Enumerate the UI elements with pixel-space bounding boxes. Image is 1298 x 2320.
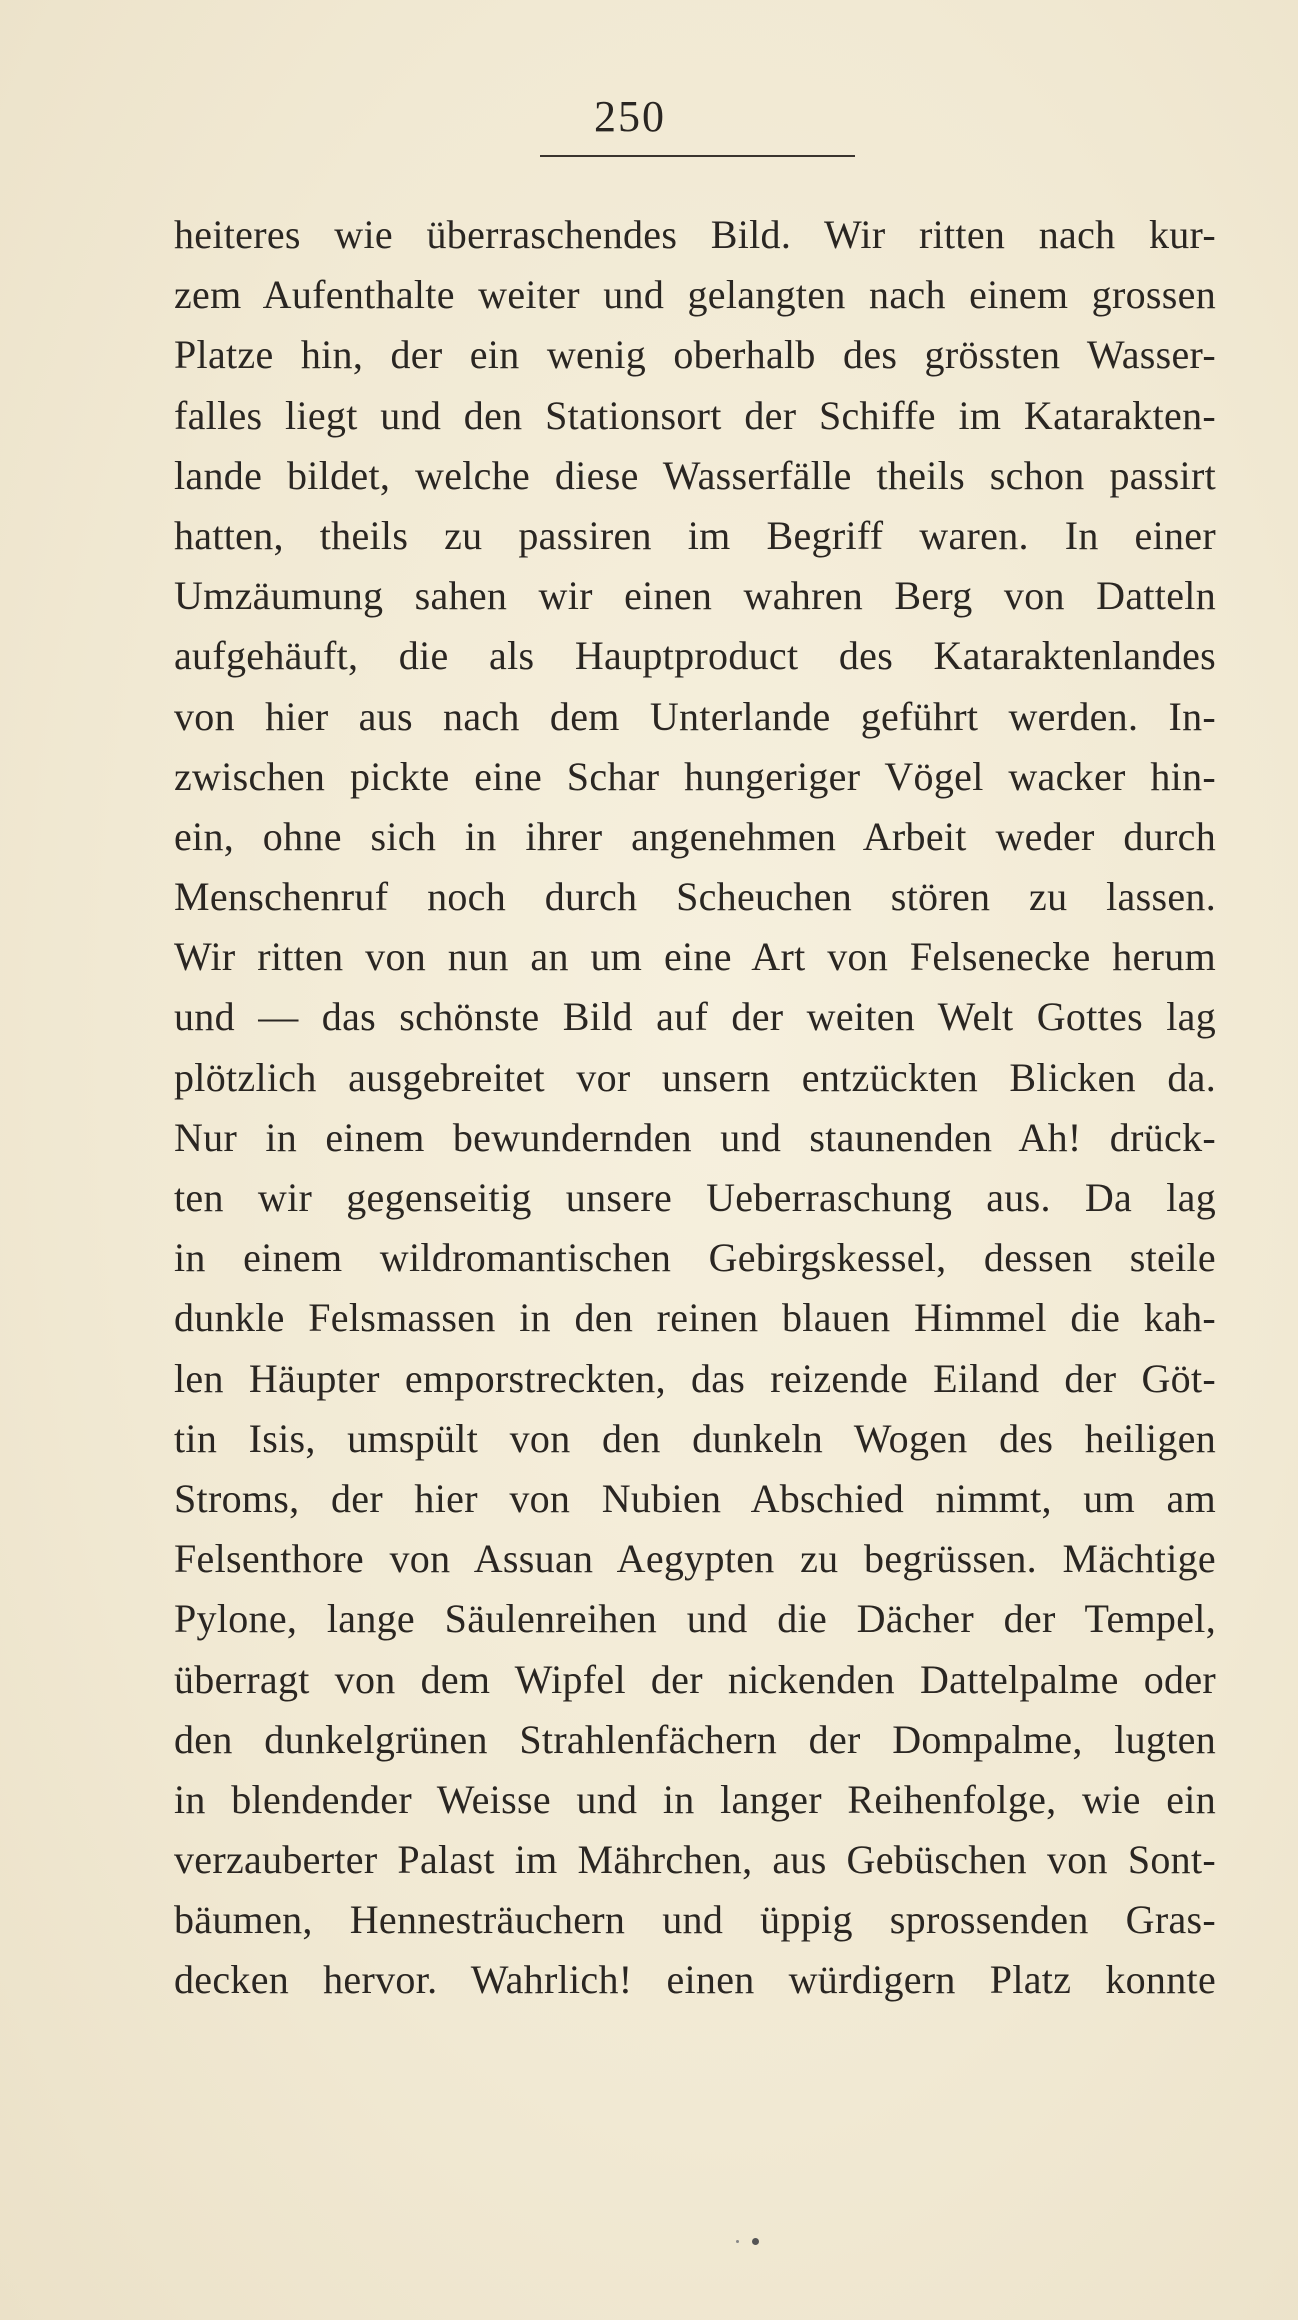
text-line: verzauberter Palast im Mährchen, aus Gebüschen von Sont- — [174, 1837, 1216, 1883]
text-line: den dunkelgrünen Strahlenfächern der Dompalme, lugten — [174, 1716, 1216, 1762]
page-number: 250 — [594, 92, 666, 141]
header-rule — [540, 155, 855, 157]
text-line: dunkle Felsmassen in den reinen blauen Himmel die kah- — [174, 1295, 1216, 1341]
text-line: heiteres wie überraschendes Bild. Wir ritten nach kur- — [174, 212, 1216, 257]
text-line: bäumen, Hennesträuchern und üppig sprossenden Gras- — [174, 1897, 1216, 1943]
text-line: von hier aus nach dem Unterlande geführt werden. In- — [174, 693, 1216, 739]
text-line: Nur in einem bewundernden und staunenden Ah! drück- — [174, 1114, 1216, 1160]
print-speck — [736, 2240, 739, 2243]
text-line: überragt von dem Wipfel der nickenden Dattelpalme oder — [174, 1656, 1216, 1702]
text-line: ein, ohne sich in ihrer angenehmen Arbeit weder durch — [174, 813, 1216, 859]
text-line: hatten, theils zu passiren im Begriff waren. In einer — [174, 512, 1216, 558]
text-line: Umzäumung sahen wir einen wahren Berg von Datteln — [174, 573, 1216, 619]
text-line: falles liegt und den Stationsort der Schiffe im Katarakten- — [174, 392, 1216, 438]
text-line: Stroms, der hier von Nubien Abschied nimmt, um am — [174, 1475, 1216, 1521]
text-line: Menschenruf noch durch Scheuchen stören zu lassen. — [174, 874, 1216, 920]
text-line: ten wir gegenseitig unsere Ueberraschung aus. Da lag — [174, 1175, 1216, 1220]
text-line: Platze hin, der ein wenig oberhalb des grössten Wasser- — [174, 332, 1216, 378]
text-line: decken hervor. Wahrlich! einen würdigern Platz konnte — [174, 1957, 1216, 2003]
text-line: in blendender Weisse und in langer Reihenfolge, wie ein — [174, 1776, 1216, 1822]
text-line: und — das schönste Bild auf der weiten Welt Gottes lag — [174, 994, 1216, 1040]
text-line: zwischen pickte eine Schar hungeriger Vögel wacker hin- — [174, 753, 1216, 799]
text-line: plötzlich ausgebreitet vor unsern entzückten Blicken da. — [174, 1054, 1216, 1100]
text-line: tin Isis, umspült von den dunkeln Wogen des heiligen — [174, 1415, 1216, 1461]
text-line: Felsenthore von Assuan Aegypten zu begrüssen. Mächtige — [174, 1536, 1216, 1582]
print-speck — [752, 2238, 759, 2245]
body-text — [174, 205, 1216, 2011]
text-line: Pylone, lange Säulenreihen und die Dächer der Tempel, — [174, 1596, 1216, 1642]
text-line: aufgehäuft, die als Hauptproduct des Kataraktenlandes — [174, 633, 1216, 679]
text-line: len Häupter emporstreckten, das reizende Eiland der Göt- — [174, 1355, 1216, 1401]
text-line: lande bildet, welche diese Wasserfälle theils schon passirt — [174, 452, 1216, 498]
text-line: zem Aufenthalte weiter und gelangten nach einem grossen — [174, 272, 1216, 318]
text-line: in einem wildromantischen Gebirgskessel, dessen steile — [174, 1235, 1216, 1281]
text-line: Wir ritten von nun an um eine Art von Felsenecke herum — [174, 934, 1216, 980]
